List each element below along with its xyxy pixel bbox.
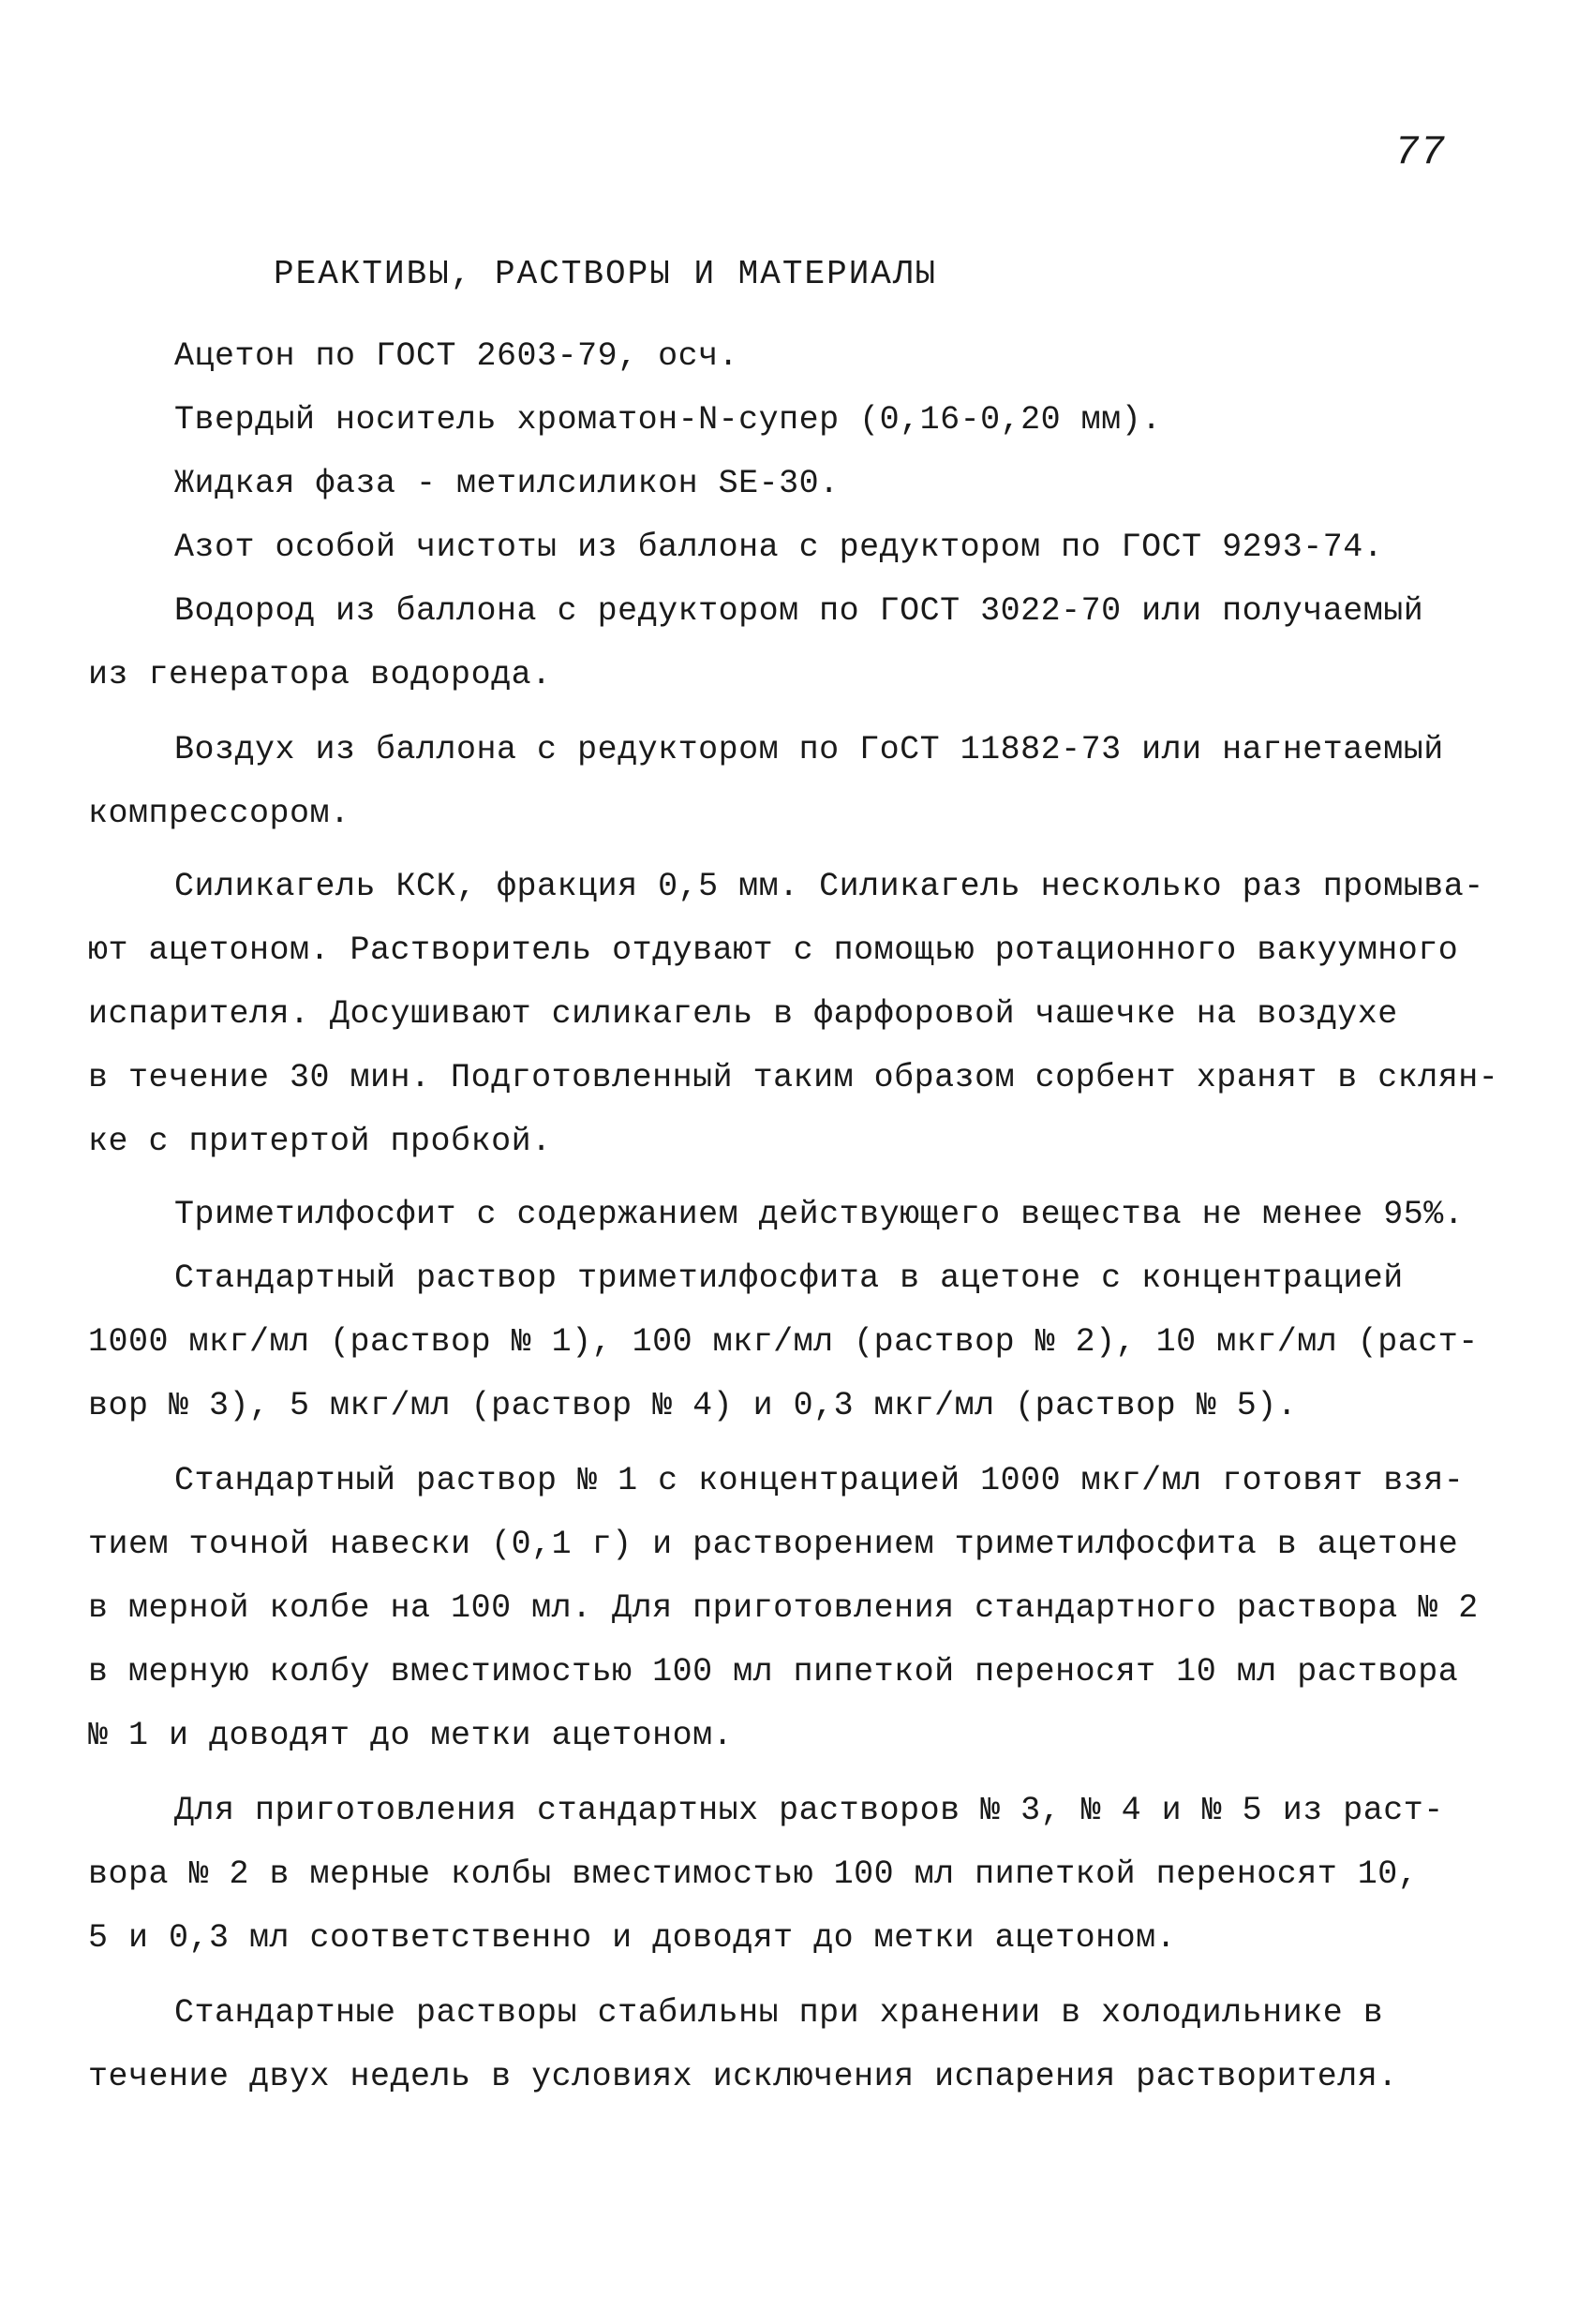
text-line: Водород из баллона с редуктором по ГОСТ 3022-70 или получаемый xyxy=(174,592,1424,630)
text-line: Триметилфосфит с содержанием действующего вещества не менее 95%. xyxy=(174,1196,1465,1233)
text-line: в мерной колбе на 100 мл. Для приготовления стандартного раствора № 2 xyxy=(88,1589,1479,1627)
text-line: 5 и 0,3 мл соответственно и доводят до метки ацетоном. xyxy=(88,1919,1177,1957)
text-line: вора № 2 в мерные колбы вместимостью 100 мл пипеткой переносят 10, xyxy=(88,1855,1419,1893)
text-line: № 1 и доводят до метки ацетоном. xyxy=(88,1717,734,1754)
text-line: течение двух недель в условиях исключения испарения растворителя. xyxy=(88,2058,1398,2095)
text-line: тием точной навески (0,1 г) и растворением триметилфосфита в ацетоне xyxy=(88,1526,1459,1563)
text-line: Стандартные растворы стабильны при хранении в холодильнике в xyxy=(174,1994,1384,2032)
text-line: Ацетон по ГОСТ 2603-79, осч. xyxy=(174,337,739,375)
text-line: Азот особой чистоты из баллона с редуктором по ГОСТ 9293-74. xyxy=(174,529,1384,566)
text-line: Стандартный раствор триметилфосфита в ацетоне с концентрацией xyxy=(174,1259,1404,1297)
text-line: ке с притертой пробкой. xyxy=(88,1123,552,1160)
text-line: Стандартный раствор № 1 с концентрацией 1000 мкг/мл готовят взя- xyxy=(174,1462,1465,1499)
text-line: в мерную колбу вместимостью 100 мл пипеткой переносят 10 мл раствора xyxy=(88,1653,1459,1691)
text-line: испарителя. Досушивают силикагель в фарфоровой чашечке на воздухе xyxy=(88,995,1398,1033)
text-line: в течение 30 мин. Подготовленный таким образом сорбент хранят в склян- xyxy=(88,1059,1499,1096)
text-line: ют ацетоном. Растворитель отдувают с помощью ротационного вакуумного xyxy=(88,931,1459,969)
text-line: Воздух из баллона с редуктором по ГоСТ 11882-73 или нагнетаемый xyxy=(174,731,1444,768)
page-number: 77 xyxy=(1394,129,1446,176)
text-line: Для приготовления стандартных растворов № 3, № 4 и № 5 из раст- xyxy=(174,1792,1444,1829)
text-line: из генератора водорода. xyxy=(88,656,552,693)
text-line: 1000 мкг/мл (раствор № 1), 100 мкг/мл (раствор № 2), 10 мкг/мл (раст- xyxy=(88,1323,1479,1361)
text-line: Силикагель КСК, фракция 0,5 мм. Силикагель несколько раз промыва- xyxy=(174,868,1484,905)
text-line: вор № 3), 5 мкг/мл (раствор № 4) и 0,3 мкг/мл (раствор № 5). xyxy=(88,1387,1298,1424)
text-line: Жидкая фаза - метилсиликон SE-30. xyxy=(174,465,840,502)
text-line: Твердый носитель хроматон-N-супер (0,16-0,20 мм). xyxy=(174,401,1162,439)
section-heading: РЕАКТИВЫ, РАСТВОРЫ И МАТЕРИАЛЫ xyxy=(274,255,938,293)
text-line: компрессором. xyxy=(88,795,350,832)
